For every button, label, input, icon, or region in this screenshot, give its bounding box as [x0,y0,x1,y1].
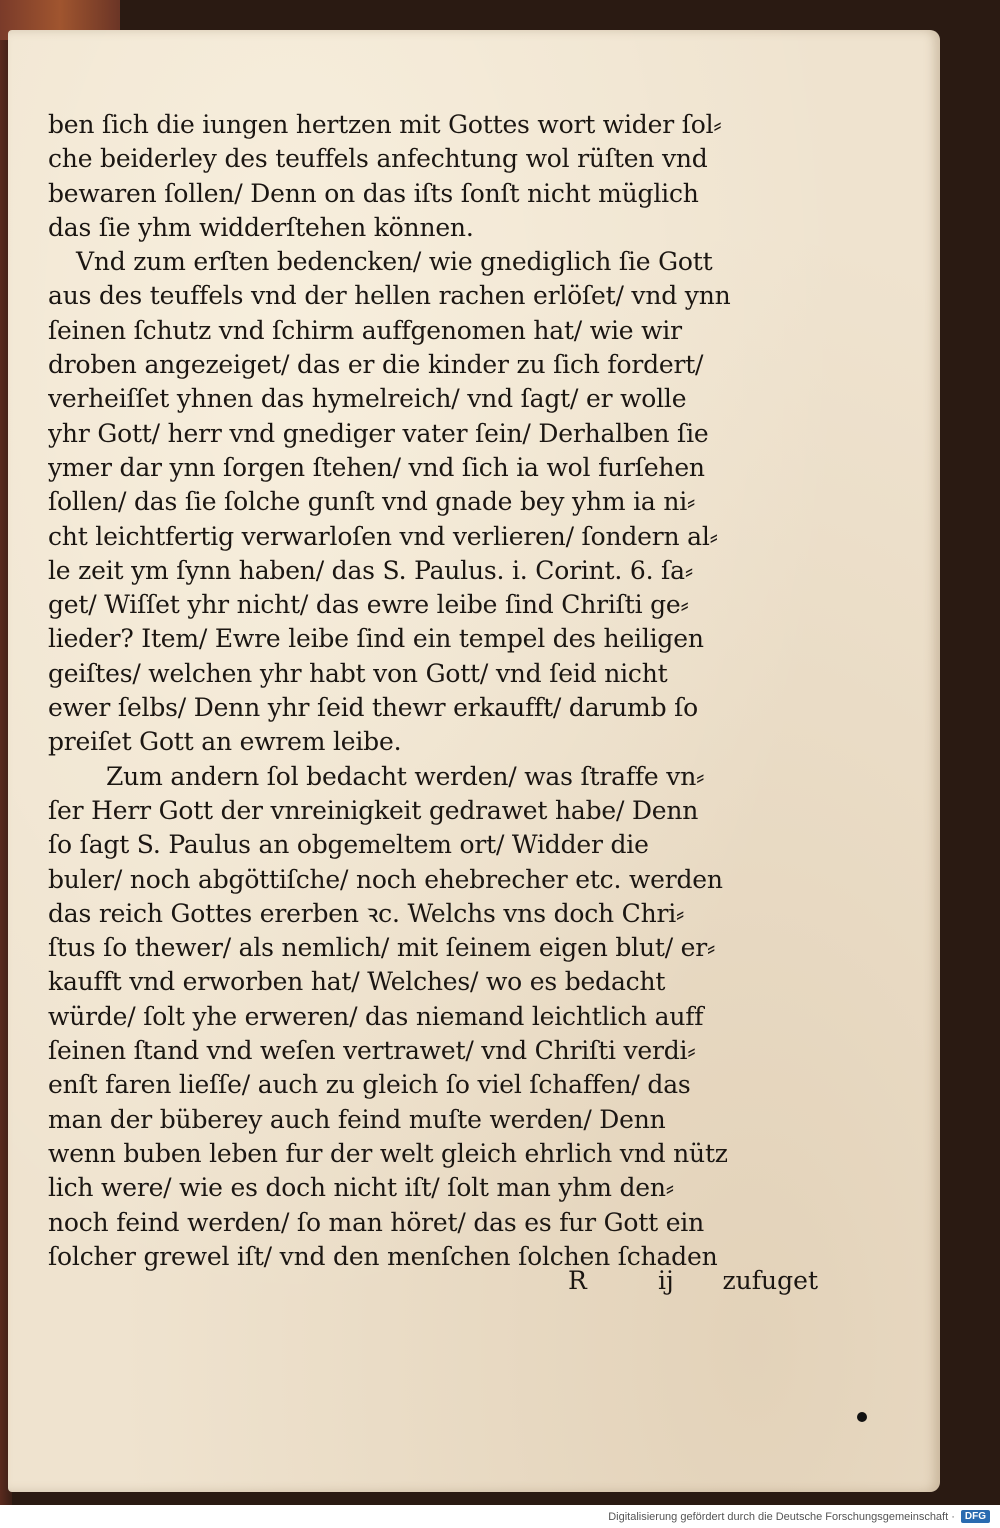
text-line: geiſtes/ welchen yhr habt von Gott/ vnd ſeid nicht [48,658,668,688]
text-line: preiſet Gott an ewrem leibe. [48,727,402,757]
text-line: enſt faren lieſſe/ auch zu gleich ſo viel ſchaffen/ das [48,1070,691,1100]
text-line: würde/ ſolt yhe erweren/ das niemand leichtlich auff [48,1001,704,1031]
text-line: das reich Gottes ererben ꝛc. Welchs vns doch Chri⸗ [48,898,685,928]
text-line: kaufft vnd erworben hat/ Welches/ wo es bedacht [48,967,666,997]
text-line: get/ Wiſſet yhr nicht/ das ewre leibe ſind Chriſti ge⸗ [48,590,689,620]
text-line: Vnd zum erſten bedencken/ wie gnediglich ſie Gott [76,247,713,277]
text-line: Zum andern ſol bedacht werden/ was ſtraffe vn⸗ [106,761,705,791]
text-line: das ſie yhm widderſtehen können. [48,212,474,242]
text-line: man der büberey auch feind muſte werden/ Denn [48,1104,666,1134]
text-line: lieder? Item/ Ewre leibe ſind ein tempel des heiligen [48,624,704,654]
text-line: che beiderley des teuffels anfechtung wol rüſten vnd [48,144,708,174]
text-line: le zeit ym ſynn haben/ das S. Paulus. i. Corint. 6. ſa⸗ [48,555,693,585]
text-line: verheiſſet yhnen das hymelreich/ vnd ſagt/ er wolle [48,384,687,414]
signature-mark: R [568,1266,587,1295]
ink-dot [857,1412,867,1422]
text-line: bewaren ſollen/ Denn on das iſts ſonſt nicht müglich [48,178,699,208]
text-line: ſeinen ſtand vnd weſen vertrawet/ vnd Chriſti verdi⸗ [48,1036,696,1066]
footer-bar [0,1505,1000,1528]
text-line: lich were/ wie es doch nicht iſt/ ſolt man yhm den⸗ [48,1173,674,1203]
text-line: ewer ſelbs/ Denn yhr ſeid thewr erkaufft/ darumb ſo [48,693,699,723]
text-line: ſtus ſo thewer/ als nemlich/ mit ſeinem eigen blut/ er⸗ [48,933,716,963]
text-line: cht leichtfertig verwarloſen vnd verlieren/ ſondern al⸗ [48,521,718,551]
dfg-logo-icon: DFG [961,1510,990,1523]
text-line: wenn buben leben fur der welt gleich ehrlich vnd nütz [48,1138,728,1168]
text-line: buler/ noch abgöttiſche/ noch ehebrecher etc. werden [48,864,723,894]
text-line: ſo ſagt S. Paulus an obgemeltem ort/ Widder die [48,830,649,860]
text-line: ſer Herr Gott der vnreinigkeit gedrawet habe/ Denn [48,795,699,825]
text-line: aus des teuffels vnd der hellen rachen erlöſet/ vnd ynn [48,281,731,311]
text-line: ymer dar ynn ſorgen ſtehen/ vnd ſich ia wol furſehen [48,452,705,482]
text-line: droben angezeiget/ das er die kinder zu ſich fordert/ [48,350,704,380]
text-line: yhr Gott/ herr vnd gnediger vater ſein/ Derhalben ſie [48,418,709,448]
page-signature-row [568,1266,818,1302]
text-line: ſollen/ das ſie ſolche gunſt vnd gnade bey yhm ia ni⸗ [48,487,696,517]
text-line: ſeinen ſchutz vnd ſchirm auffgenomen hat/ wie wir [48,315,682,345]
text-line: noch feind werden/ ſo man höret/ das es fur Gott ein [48,1207,704,1237]
text-line: ſolcher grewel iſt/ vnd den menſchen ſolchen ſchaden [48,1241,718,1271]
text-line: ben ſich die iungen hertzen mit Gottes wort wider ſol⸗ [48,110,722,139]
text-block [48,108,818,1274]
signature-number: ij [658,1266,674,1295]
funding-credit: Digitalisierung gefördert durch die Deutsche Forschungsgemeinschaft · [608,1510,955,1523]
catchword: zufuget [722,1266,818,1295]
book-page [8,30,940,1492]
